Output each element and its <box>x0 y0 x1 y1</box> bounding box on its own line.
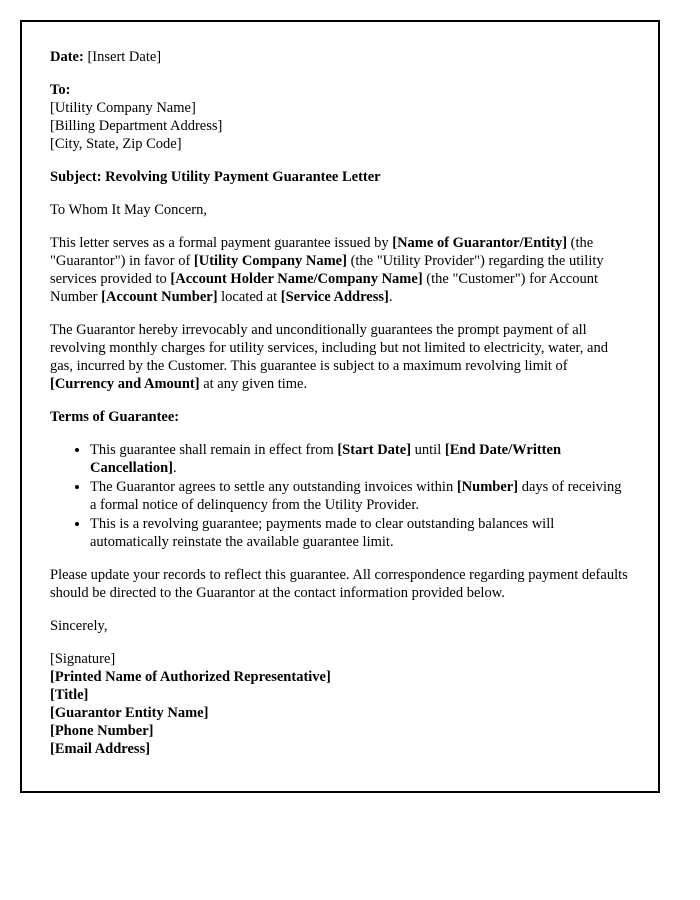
recipient-line: [Utility Company Name] <box>50 100 196 116</box>
salutation: To Whom It May Concern, <box>50 202 207 218</box>
terms-bullet-list <box>50 441 630 551</box>
paragraph-closing: Please update your records to reflect this guarantee. All correspondence regarding payment defaults should be directed to the Guarantor at the contact information provided below. <box>50 567 628 601</box>
bullet-item: • This is a revolving guarantee; payments made to clear outstanding balances will automatically reinstate the available guarantee limit. <box>90 515 630 551</box>
signature-printed-name: [Printed Name of Authorized Representative] <box>50 669 331 685</box>
paragraph-terms-intro: The Guarantor hereby irrevocably and unconditionally guarantees the prompt payment of all revolving monthly charges for utility services, including but not limited to electricity, water, and gas, incurred by the Customer. This guarantee is subject to a maximum revolving limit of [Currency and Amount] at any given time. <box>50 322 608 392</box>
signature-placeholder: [Signature] <box>50 651 116 667</box>
to-label: To: <box>50 82 71 98</box>
bullet-item: • This guarantee shall remain in effect from [Start Date] until [End Date/Written Cancellation]. <box>90 441 630 477</box>
signature-block <box>50 650 630 758</box>
paragraph-guarantee: This letter serves as a formal payment guarantee issued by [Name of Guarantor/Entity] (the "Guarantor") in favor of [Utility Company Name] (the "Utility Provider") regarding the utility services provided to [Account Holder Name/Company Name] (the "Customer") for Account Number [Account Number] located at [Service Address]. <box>50 235 604 305</box>
signature-title: [Title] <box>50 687 89 703</box>
letter-document <box>20 20 660 793</box>
terms-heading: Terms of Guarantee: <box>50 409 180 425</box>
bullet-item: • The Guarantor agrees to settle any outstanding invoices within [Number] days of receiving a formal notice of delinquency from the Utility Provider. <box>90 478 630 514</box>
date-line: Date: [Insert Date] <box>50 49 162 65</box>
recipient-line: [Billing Department Address] <box>50 118 223 134</box>
signature-email: [Email Address] <box>50 741 151 757</box>
subject-line: Subject: Revolving Utility Payment Guarantee Letter <box>50 169 381 185</box>
recipient-line: [City, State, Zip Code] <box>50 136 182 152</box>
signature-entity-name: [Guarantor Entity Name] <box>50 705 209 721</box>
sign-off: Sincerely, <box>50 618 108 634</box>
signature-phone: [Phone Number] <box>50 723 154 739</box>
recipient-block <box>50 81 630 153</box>
